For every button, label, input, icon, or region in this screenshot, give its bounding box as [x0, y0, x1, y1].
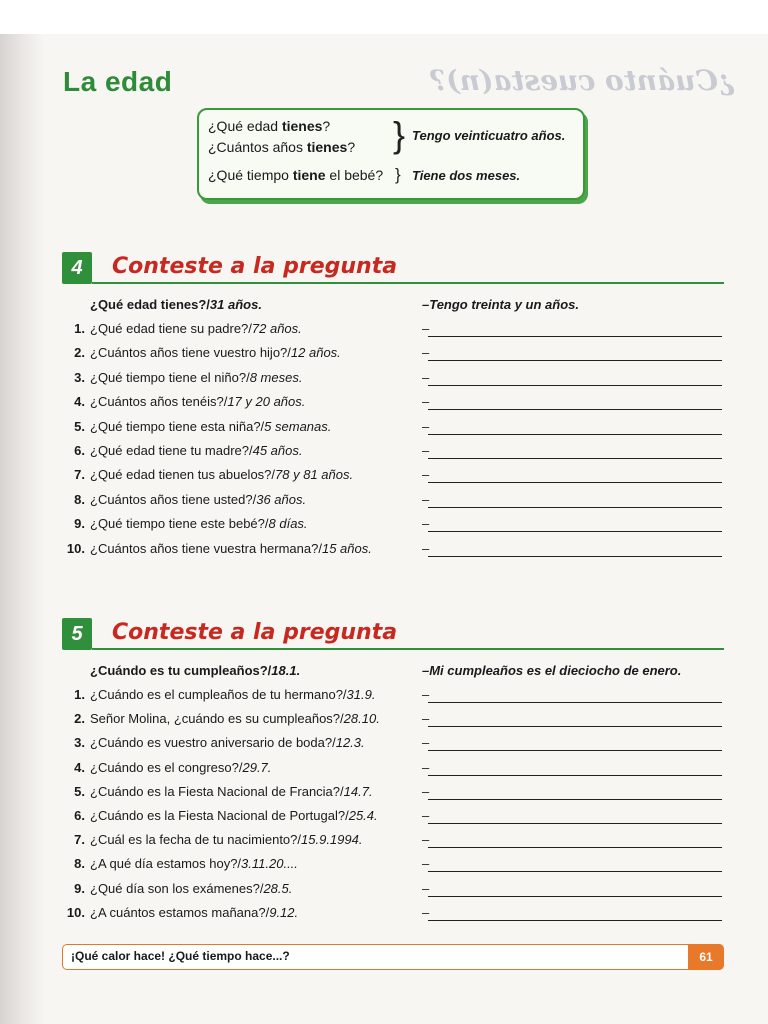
exercise-question: ¿Cuántos años tiene vuestro hijo?/12 años. — [90, 345, 341, 361]
exercise-number: 7. — [74, 467, 85, 483]
answer-dash: – — [422, 394, 430, 410]
exercise-hint: 8 meses. — [249, 369, 303, 385]
exercise-number: 10. — [66, 904, 85, 920]
page-number: 61 — [688, 944, 724, 970]
grammar-question-1: ¿Qué edad tienes? — [208, 118, 331, 134]
exercise-number: 8. — [74, 856, 85, 872]
exercise-hint: 36 años. — [256, 491, 307, 507]
book-spine-shadow — [0, 0, 44, 1024]
answer-dash: – — [422, 759, 430, 775]
answer-line[interactable] — [428, 531, 722, 532]
exercise-row — [60, 345, 740, 369]
answer-dash: – — [422, 321, 430, 336]
exercise-number: 8. — [74, 491, 85, 507]
exercise-hint: 5 semanas. — [264, 418, 332, 434]
exercise-number: 7. — [74, 832, 85, 848]
exercise-question: ¿Qué tiempo tiene este bebé?/8 días. — [90, 516, 308, 532]
grammar-question-2: ¿Cuántos años tienes? — [208, 139, 356, 155]
exercise-question: ¿Qué edad tienen tus abuelos?/78 y 81 años. — [90, 467, 354, 483]
section-4-example-question: ¿Qué edad tienes?/31 años. — [90, 297, 262, 312]
exercise-question: ¿Cuándo es la Fiesta Nacional de Francia?/14.7. — [90, 783, 373, 799]
exercise-row — [60, 321, 740, 345]
bleed-through-title: ¿Cuánto cuesta(n)? — [430, 64, 735, 97]
exercise-row — [60, 905, 740, 929]
exercise-row — [60, 711, 740, 735]
exercise-number: 1. — [74, 321, 85, 336]
exercise-hint: 12.3. — [335, 735, 365, 751]
exercise-hint: 8 días. — [268, 516, 308, 532]
section-rule — [92, 282, 724, 284]
section-4-example-answer: –Tengo treinta y un años. — [422, 297, 579, 312]
answer-line[interactable] — [428, 823, 722, 824]
exercise-number: 2. — [74, 345, 85, 361]
section-4-header — [62, 252, 724, 286]
exercise-hint: 72 años. — [251, 321, 302, 336]
exercise-number: 9. — [74, 516, 85, 532]
answer-line[interactable] — [428, 434, 722, 435]
exercise-row — [60, 856, 740, 880]
exercise-number: 5. — [74, 418, 85, 434]
answer-line[interactable] — [428, 482, 722, 483]
section-title: Conteste a la pregunta — [112, 254, 398, 279]
exercise-question: ¿Qué tiempo tiene el niño?/8 meses. — [90, 369, 303, 385]
answer-line[interactable] — [428, 920, 722, 921]
answer-dash: – — [422, 808, 430, 823]
exercise-number: 2. — [74, 711, 85, 727]
exercise-row — [60, 516, 740, 540]
exercise-number: 6. — [74, 443, 85, 458]
exercise-question: ¿Cuántos años tiene vuestra hermana?/15 años. — [90, 540, 372, 556]
exercise-number: 6. — [74, 808, 85, 823]
answer-dash: – — [422, 540, 430, 556]
exercise-question: ¿Cuándo es el cumpleaños de tu hermano?/31.9. — [90, 687, 376, 702]
exercise-row — [60, 832, 740, 856]
exercise-hint: 28.10. — [343, 711, 380, 727]
exercise-row — [60, 808, 740, 832]
answer-dash: – — [422, 443, 430, 458]
exercise-hint: 14.7. — [343, 783, 373, 799]
answer-dash: – — [422, 418, 430, 434]
exercise-hint: 12 años. — [290, 345, 341, 361]
answer-line[interactable] — [428, 702, 722, 703]
answer-line[interactable] — [428, 847, 722, 848]
exercise-hint: 15 años. — [321, 540, 372, 556]
exercise-number: 3. — [74, 735, 85, 751]
answer-line[interactable] — [428, 896, 722, 897]
exercise-row — [60, 419, 740, 443]
exercise-row — [60, 735, 740, 759]
exercise-row — [60, 541, 740, 565]
answer-line[interactable] — [428, 336, 722, 337]
exercise-hint: 29.7. — [242, 759, 272, 775]
exercise-question: ¿Cuál es la fecha de tu nacimiento?/15.9.1994. — [90, 832, 363, 848]
footer-unit-title: ¡Qué calor hace! ¿Qué tiempo hace...? — [71, 949, 290, 963]
exercise-row — [60, 443, 740, 467]
answer-dash: – — [422, 516, 430, 532]
exercise-question: Señor Molina, ¿cuándo es su cumpleaños?/28.10. — [90, 711, 380, 727]
page-top-margin — [0, 0, 768, 34]
grammar-answer-1: Tengo veinticuatro años. — [412, 128, 566, 143]
section-rule — [92, 648, 724, 650]
section-number: 5 — [62, 618, 92, 650]
exercise-hint: 17 y 20 años. — [227, 394, 306, 410]
exercise-question: ¿Cuándo es la Fiesta Nacional de Portugal?/25.4. — [90, 808, 378, 823]
section-5-header — [62, 618, 724, 652]
answer-line[interactable] — [428, 507, 722, 508]
exercise-hint: 31.9. — [346, 687, 376, 702]
answer-dash: – — [422, 467, 430, 483]
exercise-question: ¿Cuántos años tenéis?/17 y 20 años. — [90, 394, 306, 410]
answer-line[interactable] — [428, 409, 722, 410]
section-5-example-answer: –Mi cumpleaños es el dieciocho de enero. — [422, 663, 682, 678]
answer-dash: – — [422, 687, 430, 702]
exercise-hint: 45 años. — [252, 443, 303, 458]
exercise-row — [60, 881, 740, 905]
exercise-hint: 78 y 81 años. — [275, 467, 354, 483]
grammar-box — [197, 108, 585, 200]
answer-line[interactable] — [428, 385, 722, 386]
exercise-question: ¿Qué edad tiene su padre?/72 años. — [90, 321, 302, 336]
exercise-number: 3. — [74, 369, 85, 385]
exercise-hint: 3.11.20.... — [241, 856, 298, 872]
exercise-question: ¿Cuándo es el congreso?/29.7. — [90, 759, 272, 775]
exercise-question: ¿A qué día estamos hoy?/3.11.20.... — [90, 856, 298, 872]
exercise-question: ¿Cuándo es vuestro aniversario de boda?/12.3. — [90, 735, 365, 751]
exercise-number: 1. — [74, 687, 85, 702]
answer-line[interactable] — [428, 726, 722, 727]
exercise-number: 5. — [74, 783, 85, 799]
exercise-row — [60, 370, 740, 394]
exercise-question: ¿A cuántos estamos mañana?/9.12. — [90, 904, 299, 920]
exercise-number: 4. — [74, 759, 85, 775]
exercise-row — [60, 492, 740, 516]
answer-line[interactable] — [428, 750, 722, 751]
exercise-number: 4. — [74, 394, 85, 410]
exercise-hint: 15.9.1994. — [301, 832, 363, 848]
exercise-hint: 9.12. — [269, 904, 299, 920]
answer-dash: – — [422, 832, 430, 848]
exercise-row — [60, 394, 740, 418]
section-number: 4 — [62, 252, 92, 284]
grammar-answer-2: Tiene dos meses. — [412, 168, 521, 183]
answer-dash: – — [422, 735, 430, 751]
answer-dash: – — [422, 904, 430, 920]
exercise-hint: 25.4. — [348, 808, 378, 823]
exercise-question: ¿Cuántos años tiene usted?/36 años. — [90, 491, 307, 507]
brace-icon: } — [393, 114, 406, 155]
answer-line[interactable] — [428, 871, 722, 872]
section-5-example-question: ¿Cuándo es tu cumpleaños?/18.1. — [90, 663, 301, 678]
exercise-row — [60, 784, 740, 808]
answer-dash: – — [422, 880, 430, 896]
answer-line[interactable] — [428, 556, 722, 557]
exercise-number: 9. — [74, 880, 85, 896]
answer-line[interactable] — [428, 799, 722, 800]
exercise-question: ¿Qué día son los exámenes?/28.5. — [90, 880, 293, 896]
answer-dash: – — [422, 856, 430, 872]
section-title: Conteste a la pregunta — [112, 620, 398, 645]
exercise-question: ¿Qué tiempo tiene esta niña?/5 semanas. — [90, 418, 332, 434]
answer-dash: – — [422, 345, 430, 361]
answer-dash: – — [422, 783, 430, 799]
page-title: La edad — [63, 66, 173, 97]
answer-dash: – — [422, 491, 430, 507]
exercise-row — [60, 687, 740, 711]
grammar-question-3: ¿Qué tiempo tiene el bebé? — [208, 167, 384, 183]
exercise-number: 10. — [66, 540, 85, 556]
answer-line[interactable] — [428, 458, 722, 459]
exercise-row — [60, 760, 740, 784]
exercise-question: ¿Qué edad tiene tu madre?/45 años. — [90, 443, 303, 458]
page-footer — [62, 944, 724, 970]
answer-dash: – — [422, 369, 430, 385]
exercise-hint: 28.5. — [263, 880, 293, 896]
exercise-row — [60, 467, 740, 491]
brace-icon: } — [395, 165, 401, 184]
answer-dash: – — [422, 711, 430, 727]
answer-line[interactable] — [428, 360, 722, 361]
answer-line[interactable] — [428, 775, 722, 776]
